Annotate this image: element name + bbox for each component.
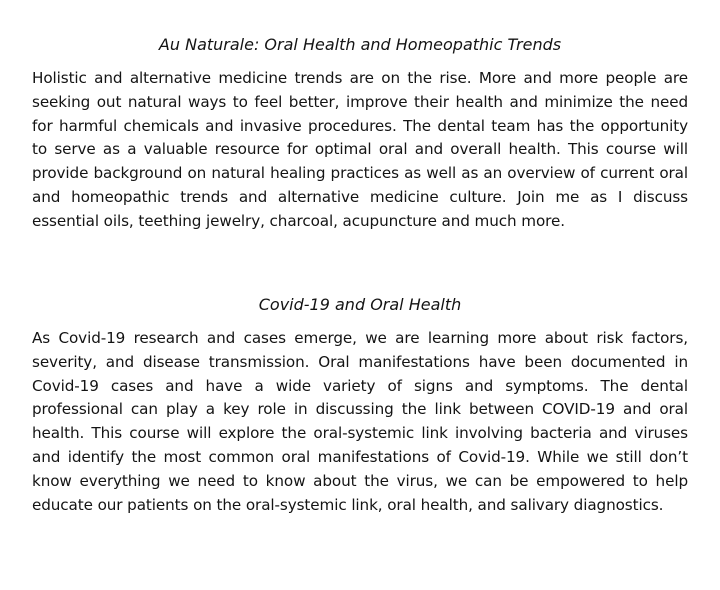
course-title: Covid-19 and Oral Health xyxy=(258,295,462,314)
course-section-covid-19 xyxy=(32,294,688,517)
course-title: Au Naturale: Oral Health and Homeopathic Trends xyxy=(158,35,562,54)
course-description: Holistic and alternative medicine trends are on the rise. More and more people are seeking out natural ways to feel better, improve their health and minimize the need for harmful chemicals and invasive procedures. The dental team has the opportunity to serve as a valuable resource for optimal oral and overall health. This course will provide background on natural healing practices as well as an overview of current oral and homeopathic trends and alternative medicine culture. Join me as I discuss essential oils, teething jewelry, charcoal, acupuncture and much more. xyxy=(32,69,688,230)
course-section-au-naturale xyxy=(32,34,688,234)
course-description: As Covid-19 research and cases emerge, we are learning more about risk factors, severity, and disease transmission. Oral manifestations have been documented in Covid-19 cases and have a wide variety of signs and symptoms. The dental professional can play a key role in discussing the link between COVID-19 and oral health. This course will explore the oral-systemic link involving bacteria and viruses and identify the most common oral manifestations of Covid-19. While we still don’t know everything we need to know about the virus, we can be empowered to help educate our patients on the oral-systemic link, oral health, and salivary diagnostics. xyxy=(32,329,688,514)
